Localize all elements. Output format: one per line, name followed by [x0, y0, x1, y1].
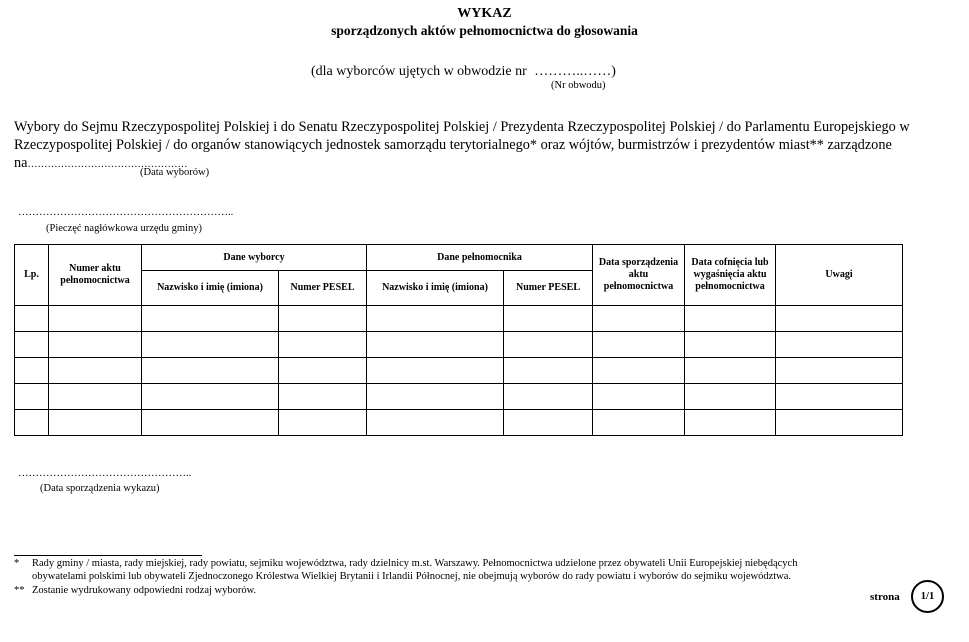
table-cell[interactable] — [142, 332, 279, 358]
table-cell[interactable] — [685, 306, 776, 332]
table-cell[interactable] — [15, 384, 49, 410]
table-cell[interactable] — [367, 410, 504, 436]
footnote-1 — [14, 557, 904, 571]
col-voter-name: Nazwisko i imię (imiona) — [142, 271, 279, 306]
table-cell[interactable] — [593, 384, 685, 410]
footnote-1-mark: * — [14, 558, 20, 569]
group-voter-data: Dane wyborcy — [142, 245, 367, 271]
footnote-2 — [14, 584, 256, 598]
table-cell[interactable] — [15, 332, 49, 358]
table-cell[interactable] — [776, 306, 903, 332]
footnote-2-text: Zostanie wydrukowany odpowiedni rodzaj wyborów. — [32, 585, 257, 596]
district-close: ) — [611, 64, 616, 79]
elections-date-dots: ………………………………………… — [27, 159, 188, 170]
table-cell[interactable] — [776, 410, 903, 436]
table-cell[interactable] — [504, 332, 593, 358]
table-cell[interactable] — [279, 332, 367, 358]
table-cell[interactable] — [593, 306, 685, 332]
col-proxy-pesel: Numer PESEL — [504, 271, 593, 306]
col-date-made: Data sporządzenia aktu pełnomocnictwa — [593, 245, 685, 306]
document-subtitle: sporządzonych aktów pełnomocnictwa do głosowania — [331, 23, 638, 38]
list-date-dots: ………………………………………….. — [18, 468, 192, 479]
table-row — [15, 410, 903, 436]
col-notes: Uwagi — [776, 245, 903, 306]
table-row — [15, 306, 903, 332]
table-cell[interactable] — [367, 332, 504, 358]
table-cell[interactable] — [504, 384, 593, 410]
table-cell[interactable] — [593, 332, 685, 358]
table-cell[interactable] — [15, 306, 49, 332]
document-title: WYKAZ — [457, 6, 512, 21]
col-voter-pesel: Numer PESEL — [279, 271, 367, 306]
district-text: (dla wyborców ujętych w obwodzie nr — [311, 64, 527, 79]
table-cell[interactable] — [504, 410, 593, 436]
district-caption: (Nr obwodu) — [551, 80, 606, 91]
list-date-caption: (Data sporządzenia wykazu) — [40, 483, 160, 494]
page-label: strona — [870, 591, 900, 603]
table-cell[interactable] — [142, 410, 279, 436]
table-cell[interactable] — [776, 384, 903, 410]
col-proxy-name: Nazwisko i imię (imiona) — [367, 271, 504, 306]
footnote-rule — [14, 555, 202, 556]
table-cell[interactable] — [142, 384, 279, 410]
table-cell[interactable] — [15, 410, 49, 436]
table-cell[interactable] — [279, 306, 367, 332]
table-cell[interactable] — [279, 410, 367, 436]
table-cell[interactable] — [15, 358, 49, 384]
table-body — [15, 306, 903, 436]
col-act-number: Numer aktu pełnomocnictwa — [49, 245, 142, 306]
table-cell[interactable] — [685, 358, 776, 384]
table-cell[interactable] — [504, 306, 593, 332]
table-cell[interactable] — [367, 384, 504, 410]
table-cell[interactable] — [685, 332, 776, 358]
elections-paragraph — [14, 118, 934, 174]
table-cell[interactable] — [685, 410, 776, 436]
table-row — [15, 384, 903, 410]
table-cell[interactable] — [49, 306, 142, 332]
col-lp: Lp. — [15, 245, 49, 306]
table-cell[interactable] — [776, 332, 903, 358]
page-number-badge: 1/1 — [911, 580, 944, 613]
district-dots: ………..…… — [534, 64, 612, 79]
table-cell[interactable] — [593, 410, 685, 436]
stamp-caption: (Pieczęć nagłówkowa urzędu gminy) — [46, 223, 202, 234]
table-cell[interactable] — [367, 306, 504, 332]
table-cell[interactable] — [279, 358, 367, 384]
footnote-1-text: Rady gminy / miasta, rady miejskiej, rady powiatu, sejmiku województwa, rady dzielnicy m.st. Warszawy. Pełnomocnictwa udzielone przez obywateli Unii Europejskiej niebędących — [32, 558, 798, 569]
table-cell[interactable] — [49, 384, 142, 410]
elections-text: Wybory do Sejmu Rzeczypospolitej Polskiej i do Senatu Rzeczypospolitej Polskiej / Prezydenta Rzeczypospolitej Polskiej / do Parlamentu Europejskiego w Rzeczypospolitej Polskiej / do organów stanowiących jednostek samorządu terytorialnego* oraz wójtów, burmistrzów i prezydentów miast** zarządzone na — [14, 119, 910, 171]
footnote-1-text-cont: obywatelami polskimi lub obywateli Zjednoczonego Królestwa Wielkiej Brytanii i Irlandii Północnej, nie obejmują wyborów do rady powiatu i wyborów do sejmiku województwa. — [32, 571, 792, 582]
group-proxy-data: Dane pełnomocnika — [367, 245, 593, 271]
table-cell[interactable] — [776, 358, 903, 384]
stamp-dots: …………………………………………………….. — [18, 207, 234, 218]
col-date-revoked: Data cofnięcia lub wygaśnięcia aktu pełnomocnictwa — [685, 245, 776, 306]
table-cell[interactable] — [49, 358, 142, 384]
table-cell[interactable] — [685, 384, 776, 410]
table-cell[interactable] — [279, 384, 367, 410]
table-row — [15, 358, 903, 384]
footnote-2-mark: ** — [14, 585, 25, 596]
table-row — [15, 332, 903, 358]
table-cell[interactable] — [367, 358, 504, 384]
district-line — [311, 64, 616, 80]
table-cell[interactable] — [142, 306, 279, 332]
proxy-acts-table — [14, 244, 903, 436]
table-cell[interactable] — [49, 332, 142, 358]
table-cell[interactable] — [504, 358, 593, 384]
table-cell[interactable] — [593, 358, 685, 384]
elections-date-caption: (Data wyborów) — [140, 167, 210, 178]
table-cell[interactable] — [142, 358, 279, 384]
table-cell[interactable] — [49, 410, 142, 436]
